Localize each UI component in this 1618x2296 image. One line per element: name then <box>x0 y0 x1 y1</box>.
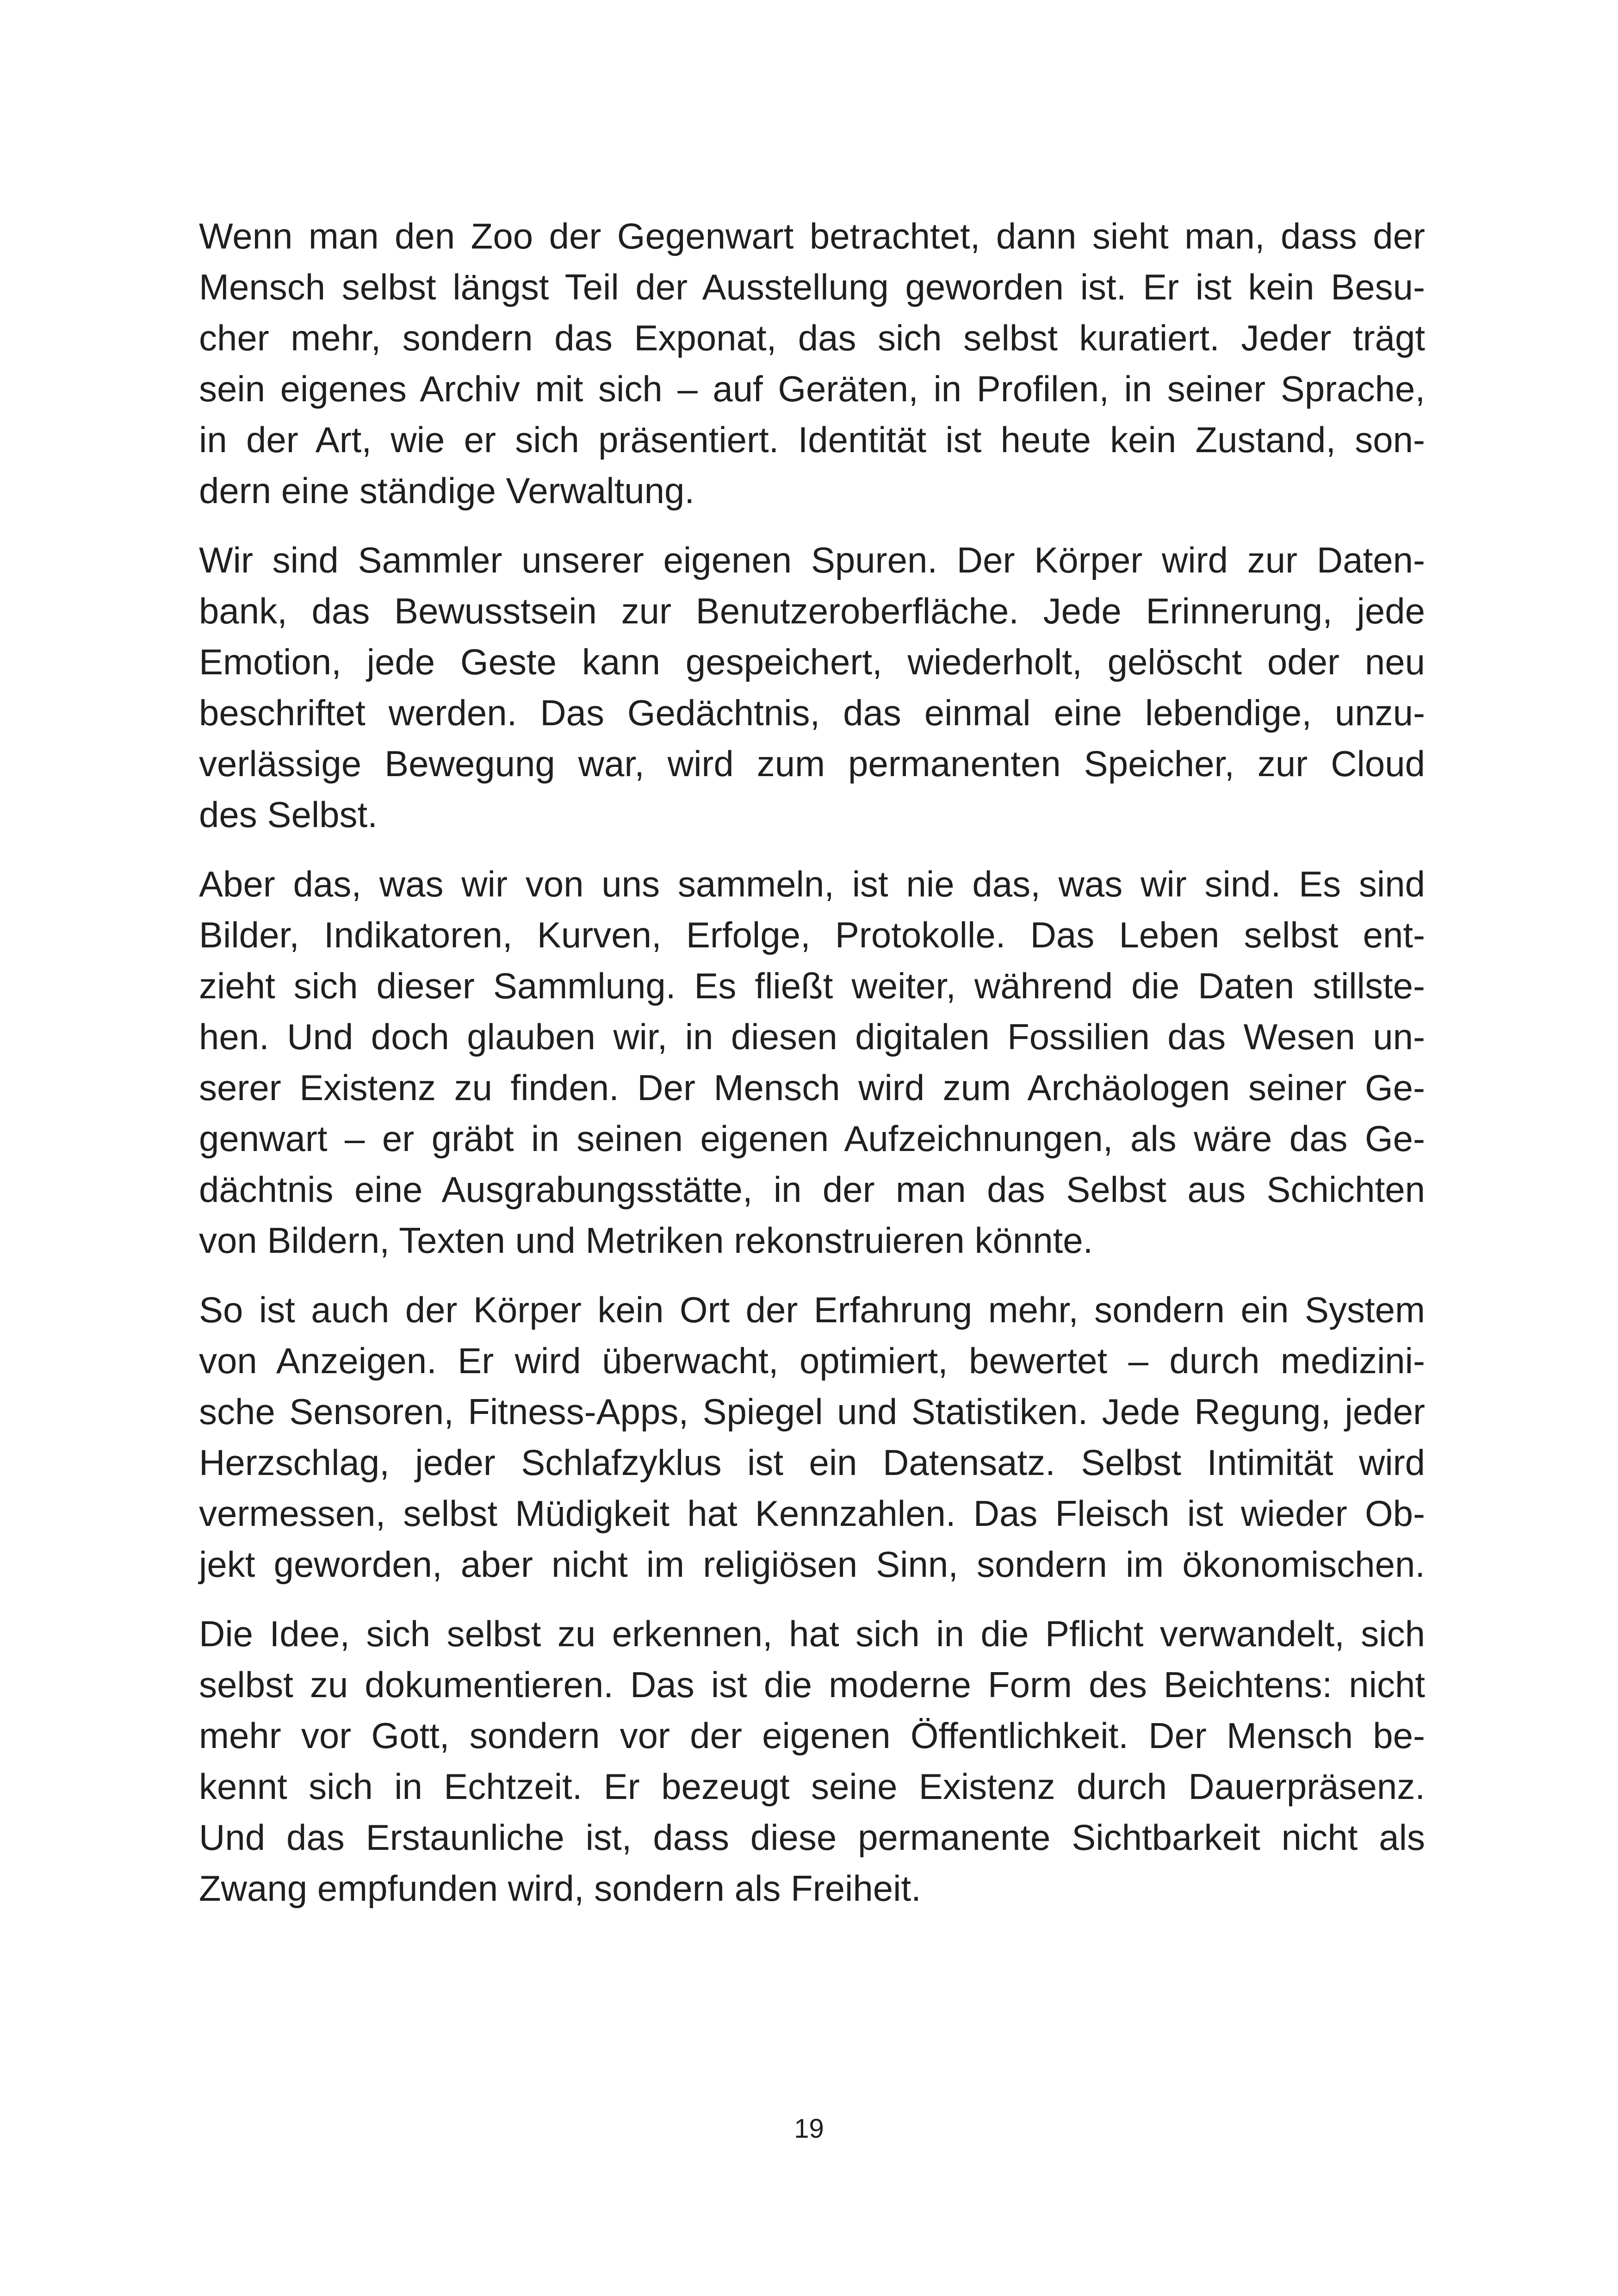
text-line: serer Existenz zu finden. Der Mensch wird zum Archäologen seiner Ge- <box>199 1067 1425 1108</box>
text-line: sein eigenes Archiv mit sich – auf Geräten, in Profilen, in seiner Sprache, <box>199 368 1425 409</box>
text-line: genwart – er gräbt in seinen eigenen Aufzeichnungen, als wäre das Ge- <box>199 1118 1425 1159</box>
text-line: vermessen, selbst Müdigkeit hat Kennzahlen. Das Fleisch ist wieder Ob- <box>199 1493 1425 1534</box>
text-line: Und das Erstaunliche ist, dass diese permanente Sichtbarkeit nicht als <box>199 1817 1425 1858</box>
page-number: 19 <box>794 2114 824 2144</box>
text-line: Aber das, was wir von uns sammeln, ist nie das, was wir sind. Es sind <box>199 864 1425 904</box>
text-line: von Bildern, Texten und Metriken rekonstruieren könnte. <box>199 1220 1093 1261</box>
body-text <box>199 211 1425 1932</box>
text-line: Wenn man den Zoo der Gegenwart betrachtet, dann sieht man, dass der <box>199 216 1425 256</box>
text-line: mehr vor Gott, sondern vor der eigenen Öffentlichkeit. Der Mensch be- <box>199 1715 1425 1756</box>
text-line: selbst zu dokumentieren. Das ist die moderne Form des Beichtens: nicht <box>199 1664 1425 1705</box>
text-line: Herzschlag, jeder Schlafzyklus ist ein Datensatz. Selbst Intimität wird <box>199 1442 1425 1483</box>
text-line: Die Idee, sich selbst zu erkennen, hat sich in die Pflicht verwandelt, sich <box>199 1613 1425 1654</box>
text-line: jekt geworden, aber nicht im religiösen Sinn, sondern im ökonomischen. <box>199 1544 1425 1585</box>
text-line: cher mehr, sondern das Exponat, das sich selbst kuratiert. Jeder trägt <box>199 317 1425 358</box>
text-line: Bilder, Indikatoren, Kurven, Erfolge, Protokolle. Das Leben selbst ent- <box>199 915 1425 955</box>
text-line: in der Art, wie er sich präsentiert. Identität ist heute kein Zustand, son- <box>199 419 1425 460</box>
text-line: bank, das Bewusstsein zur Benutzeroberfläche. Jede Erinnerung, jede <box>199 591 1425 631</box>
text-line: dern eine ständige Verwaltung. <box>199 470 695 511</box>
paragraph-1 <box>199 211 1425 516</box>
text-line: sche Sensoren, Fitness-Apps, Spiegel und Statistiken. Jede Regung, jeder <box>199 1391 1425 1432</box>
text-line: zieht sich dieser Sammlung. Es fließt weiter, während die Daten stillste- <box>199 965 1425 1006</box>
text-line: von Anzeigen. Er wird überwacht, optimiert, bewertet – durch medizini- <box>199 1340 1425 1381</box>
text-line: dächtnis eine Ausgrabungsstätte, in der man das Selbst aus Schichten <box>199 1169 1425 1210</box>
text-line: beschriftet werden. Das Gedächtnis, das einmal eine lebendige, unzu- <box>199 692 1425 733</box>
text-line: So ist auch der Körper kein Ort der Erfahrung mehr, sondern ein System <box>199 1289 1425 1330</box>
text-line: des Selbst. <box>199 794 378 835</box>
text-line: Zwang empfunden wird, sondern als Freiheit. <box>199 1868 921 1909</box>
text-line: Wir sind Sammler unserer eigenen Spuren. Der Körper wird zur Daten- <box>199 540 1425 580</box>
paragraph-3 <box>199 859 1425 1266</box>
text-line: hen. Und doch glauben wir, in diesen digitalen Fossilien das Wesen un- <box>199 1016 1425 1057</box>
text-line: kennt sich in Echtzeit. Er bezeugt seine Existenz durch Dauerpräsenz. <box>199 1766 1425 1807</box>
paragraph-4 <box>199 1284 1425 1590</box>
paragraph-2 <box>199 535 1425 840</box>
paragraph-5 <box>199 1608 1425 1914</box>
text-line: Mensch selbst längst Teil der Ausstellung geworden ist. Er ist kein Besu- <box>199 267 1425 307</box>
text-line: Emotion, jede Geste kann gespeichert, wiederholt, gelöscht oder neu <box>199 641 1425 682</box>
text-line: verlässige Bewegung war, wird zum permanenten Speicher, zur Cloud <box>199 743 1425 784</box>
